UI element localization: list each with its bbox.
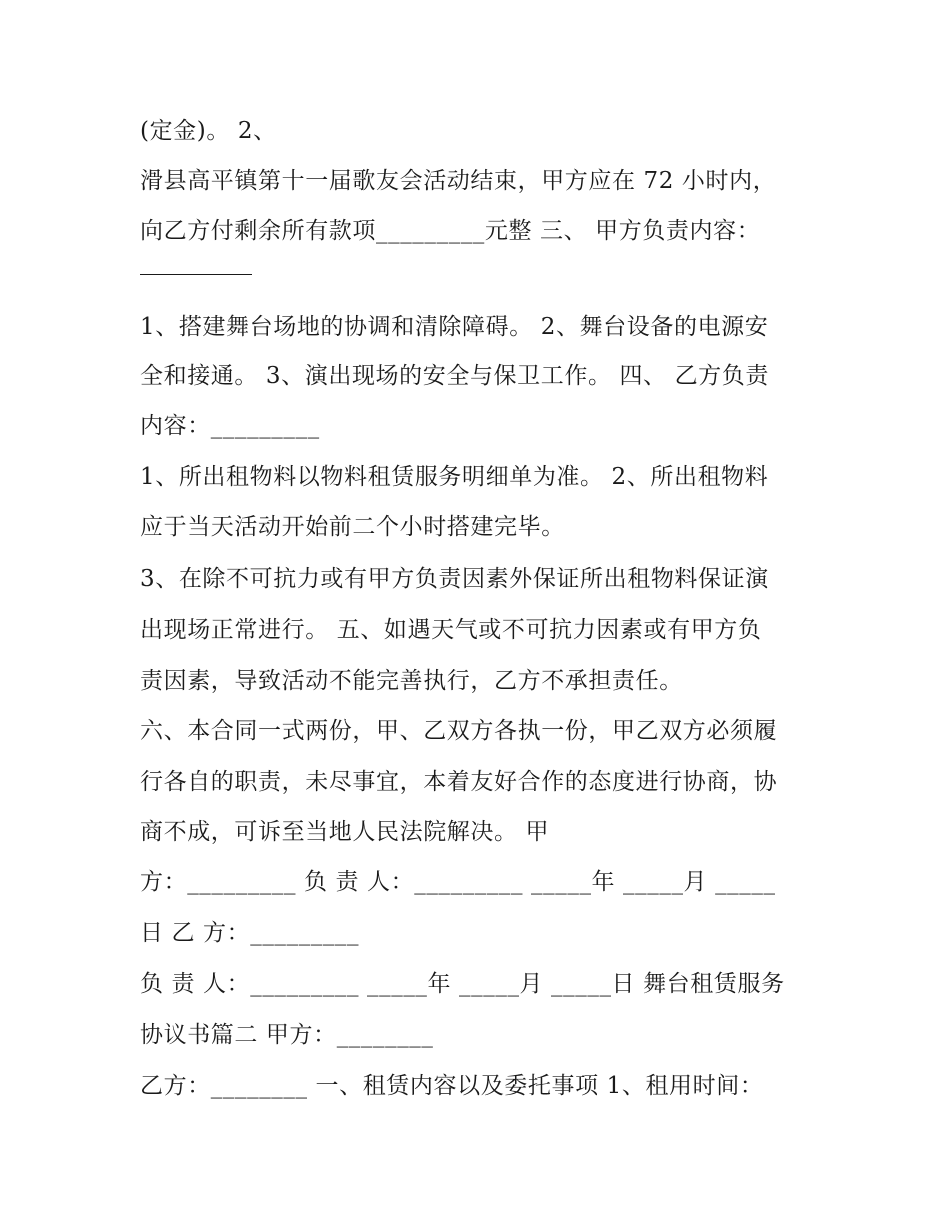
text-line-8: 1、所出租物料以物料租赁服务明细单为准。 2、所出租物料 bbox=[140, 464, 769, 490]
text-line-17: 日 乙 方：_________ bbox=[140, 920, 360, 946]
text-line-14: 行各自的职责，未尽事宜，本着友好合作的态度进行协商，协 bbox=[140, 769, 778, 795]
text-line-2: 滑县高平镇第十一届歌友会活动结束，甲方应在 72 小时内， bbox=[140, 168, 777, 194]
text-line-1: (定金)。 2、 bbox=[140, 118, 277, 144]
text-line-7: 内容：_________ bbox=[140, 413, 320, 439]
text-line-10: 3、在除不可抗力或有甲方负责因素外保证所出租物料保证演 bbox=[140, 566, 769, 592]
text-line-18: 负 责 人：_________ _____年 _____月 _____日 舞台租赁服务 bbox=[140, 971, 785, 997]
text-line-9: 应于当天活动开始前二个小时搭建完毕。 bbox=[140, 514, 565, 540]
text-line-19: 协议书篇二 甲方：________ bbox=[140, 1022, 434, 1048]
text-line-12: 责因素，导致活动不能完善执行，乙方不承担责任。 bbox=[140, 668, 683, 694]
text-line-15: 商不成，可诉至当地人民法院解决。 甲 bbox=[140, 819, 550, 845]
text-line-6: 全和接通。 3、演出现场的安全与保卫工作。 四、 乙方负责 bbox=[140, 363, 769, 389]
text-line-16: 方：_________ 负 责 人：_________ _____年 _____月 _____ bbox=[140, 869, 776, 895]
fill-in-blank bbox=[140, 272, 252, 275]
text-line-5: 1、搭建舞台场地的协调和清除障碍。 2、舞台设备的电源安 bbox=[140, 314, 769, 340]
text-line-13: 六、本合同一式两份，甲、乙双方各执一份，甲乙双方必须履 bbox=[140, 718, 778, 744]
text-line-3: 向乙方付剩余所有款项_________元整 三、 甲方负责内容： bbox=[140, 218, 761, 244]
text-line-11: 出现场正常进行。 五、如遇天气或不可抗力因素或有甲方负 bbox=[140, 617, 762, 643]
text-line-20: 乙方：________ 一、租赁内容以及委托事项 1、租用时间： bbox=[140, 1073, 764, 1099]
